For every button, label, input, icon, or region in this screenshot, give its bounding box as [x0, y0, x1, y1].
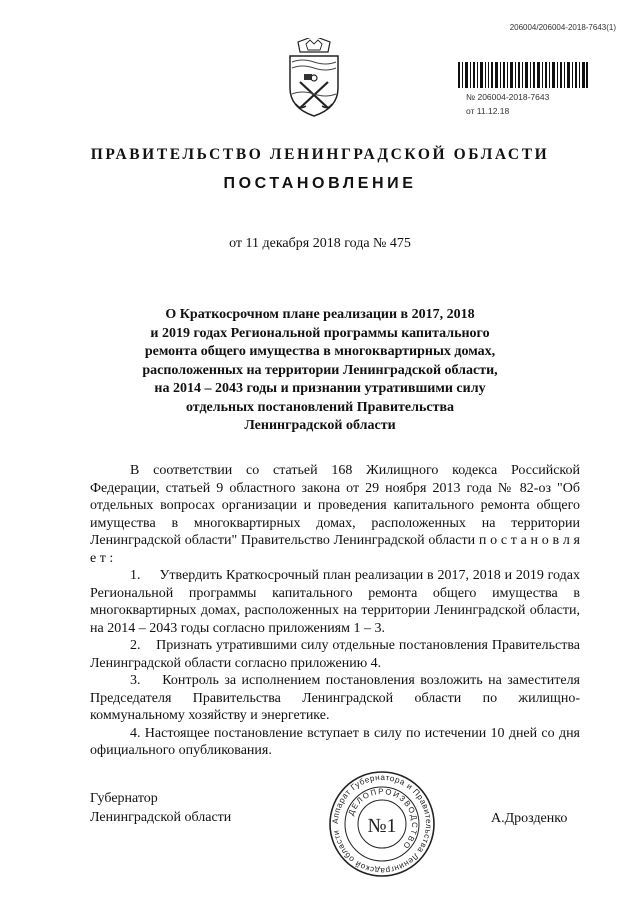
barcode-icon	[458, 62, 588, 88]
office-seal-stamp	[328, 770, 436, 878]
document-title	[0, 306, 640, 436]
resolution-item-3: 3. Контроль за исполнением постановления возложить на заместителя Председателя Правительства Ленинградской области по жилищно-коммунальному хозяйству и энергетике.	[90, 673, 580, 723]
issuer-heading: ПРАВИТЕЛЬСТВО ЛЕНИНГРАДСКОЙ ОБЛАСТИ	[90, 146, 550, 163]
title-line: Ленинградской области	[244, 418, 396, 433]
signatory-name: А.Дрозденко	[491, 811, 568, 826]
seal-ring-text: Аппарат Губернатора и Правительства Ленинградской области	[330, 772, 434, 876]
seal-center-number: №1	[367, 815, 397, 837]
document-type-heading: ПОСТАНОВЛЕНИЕ	[223, 175, 417, 192]
seal-inner-text: ДЕЛОПРОИЗВОДСТВО	[346, 786, 420, 852]
resolution-item-2: 2. Признать утратившими силу отдельные постановления Правительства Ленинградской области согласно приложению 4.	[90, 638, 580, 671]
title-line: и 2019 годах Региональной программы капитального	[150, 325, 490, 341]
title-line: расположенных на территории Ленинградской области,	[142, 362, 498, 378]
document-body	[90, 462, 580, 760]
registration-date: от 11.12.18	[466, 106, 510, 116]
preamble-paragraph: В соответствии со статьей 168 Жилищного кодекса Российской Федерации, статьей 9 областного закона от 29 ноября 2013 года № 82-оз "Об отдельных вопросах организации и проведения капитального ремонта общего имущества в многоквартирных домах, расположенных на территории Ленинградской области" Правительство Ленинградской области п о с т а н о в л я е т :	[90, 463, 580, 566]
registration-number: № 206004-2018-7643	[466, 92, 550, 102]
position-region: Ленинградской области	[90, 809, 232, 825]
coat-of-arms-icon	[284, 38, 344, 118]
title-line: отдельных постановлений Правительства	[185, 399, 455, 415]
title-line: О Краткосрочном плане реализации в 2017, 2018	[165, 307, 475, 322]
resolution-item-4: 4. Настоящее постановление вступает в силу по истечении 10 дней со дня официального опубликования.	[90, 725, 580, 758]
title-line: на 2014 – 2043 годы и признании утратившими силу	[154, 381, 486, 396]
resolution-item-1: 1. Утвердить Краткосрочный план реализации в 2017, 2018 и 2019 годах Региональной программы капитального ремонта общего имущества в многоквартирных домах, расположенных на территории Ленинградской области, на 2014 – 2043 годы согласно приложениям 1 – 3.	[90, 568, 580, 636]
signatory-position	[90, 790, 231, 827]
title-line: ремонта общего имущества в многоквартирных домах,	[144, 344, 496, 359]
date-and-number-line: от 11 декабря 2018 года № 475	[229, 236, 411, 251]
position-title: Губернатор	[90, 791, 158, 806]
document-number: 206004/206004-2018-7643(1)	[509, 23, 616, 32]
